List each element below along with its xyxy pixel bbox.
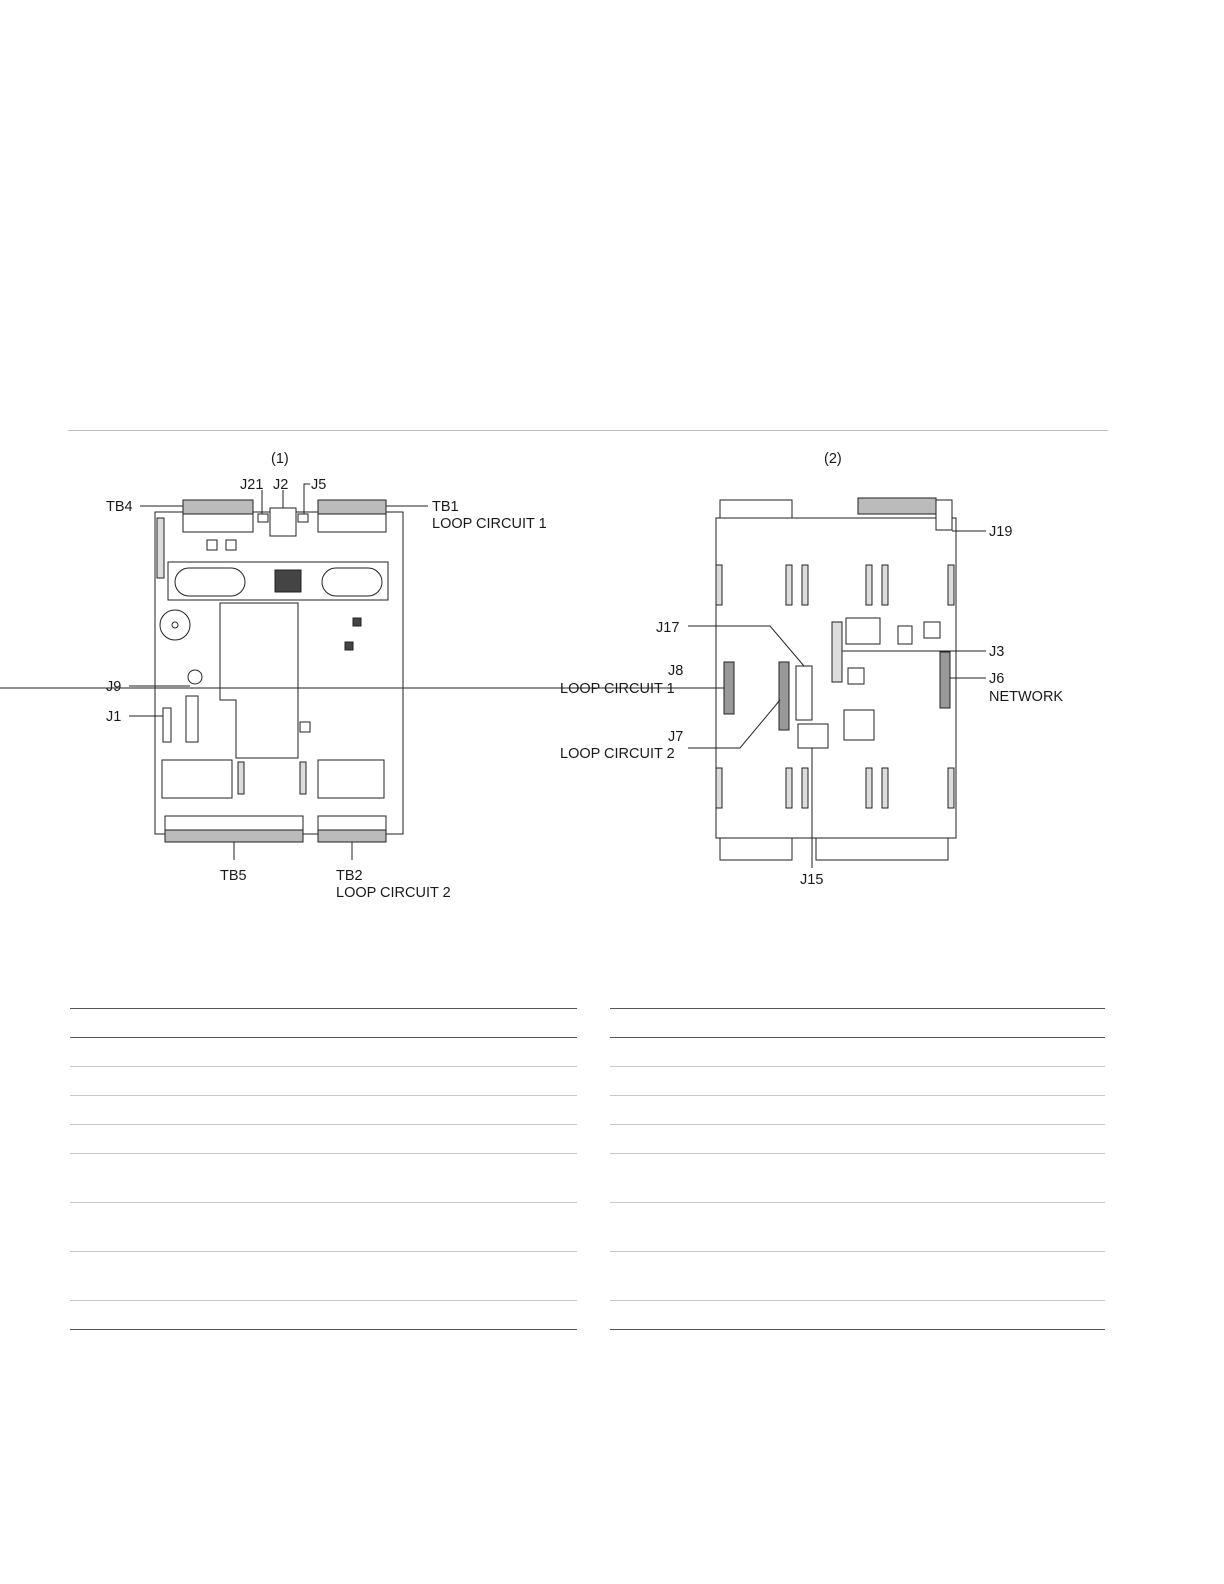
label-j8-desc: LOOP CIRCUIT 1	[560, 681, 675, 697]
label-tb1-desc: LOOP CIRCUIT 1	[432, 516, 547, 532]
label-tb2: TB2	[336, 868, 363, 884]
label-j9: J9	[106, 679, 122, 695]
label-j15: J15	[800, 872, 824, 888]
table-row	[70, 1301, 577, 1330]
table-row	[610, 1096, 1105, 1125]
label-j1: J1	[106, 709, 122, 725]
board1	[155, 500, 403, 842]
board-figure	[0, 440, 1224, 920]
table-header	[610, 1008, 1105, 1038]
table-row	[70, 1038, 577, 1067]
label-j17: J17	[656, 620, 680, 636]
label-j7-desc: LOOP CIRCUIT 2	[560, 746, 675, 762]
table-row	[610, 1203, 1105, 1252]
table-row	[610, 1154, 1105, 1203]
label-tb1: TB1	[432, 499, 459, 515]
table-header	[70, 1008, 577, 1038]
table-row	[610, 1252, 1105, 1301]
label-j6: J6	[989, 671, 1005, 687]
label-tb2-desc: LOOP CIRCUIT 2	[336, 885, 451, 901]
label-j2: J2	[273, 477, 289, 493]
table-row	[70, 1125, 577, 1154]
table-row	[610, 1301, 1105, 1330]
table-row	[610, 1125, 1105, 1154]
board2	[716, 498, 956, 860]
table-row	[70, 1067, 577, 1096]
left-table	[70, 1008, 577, 1330]
table-row	[610, 1067, 1105, 1096]
table-row	[70, 1203, 577, 1252]
table-row	[70, 1252, 577, 1301]
table-row	[70, 1096, 577, 1125]
label-tb5: TB5	[220, 868, 247, 884]
board2-caption: (2)	[824, 451, 842, 467]
table-row	[70, 1154, 577, 1203]
label-j19: J19	[989, 524, 1013, 540]
section-divider	[68, 430, 1108, 431]
table-row	[610, 1038, 1105, 1067]
label-j21: J21	[240, 477, 264, 493]
board1-caption: (1)	[271, 451, 289, 467]
label-j8: J8	[668, 663, 684, 679]
label-tb4: TB4	[106, 499, 133, 515]
label-j3: J3	[989, 644, 1005, 660]
label-j6-desc: NETWORK	[989, 689, 1064, 705]
label-j7: J7	[668, 729, 684, 745]
right-table	[610, 1008, 1105, 1330]
label-j5: J5	[311, 477, 327, 493]
